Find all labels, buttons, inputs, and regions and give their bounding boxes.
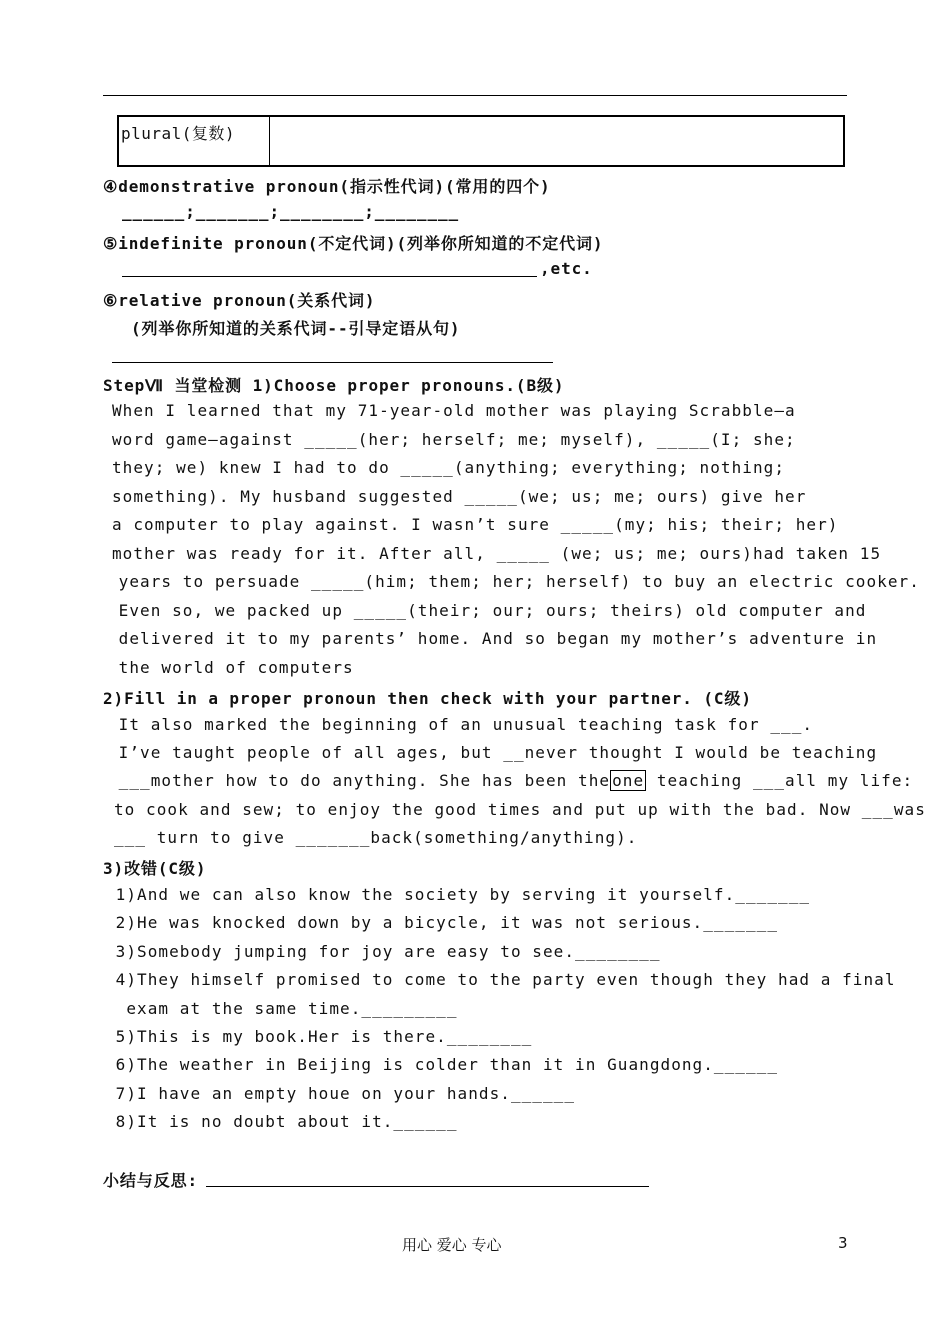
plural-table	[117, 115, 845, 167]
part2-line3-end: teaching ___all my life:	[646, 771, 914, 790]
correction-item: exam at the same time._________	[105, 999, 458, 1018]
passage-line: they; we) knew I had to do _____(anything; everything; nothing;	[112, 458, 786, 477]
header-rule	[103, 95, 847, 96]
correction-item: 5)This is my book.Her is there.________	[105, 1027, 533, 1046]
part2-line: to cook and sew; to enjoy the good times and put up with the bad. Now ___was	[114, 800, 926, 819]
correction-item: 7)I have an empty houe on your hands.______	[105, 1084, 576, 1103]
section6-heading: ⑥relative pronoun(关系代词)	[103, 291, 376, 310]
correction-item: 1)And we can also know the society by serving it yourself._______	[105, 885, 811, 904]
section4-heading: ④demonstrative pronoun(指示性代词)(常用的四个)	[103, 177, 551, 196]
passage-line: Even so, we packed up _____(their; our; ours; theirs) old computer and	[108, 601, 867, 620]
step7-heading: StepⅦ 当堂检测 1)Choose proper pronouns.(B级)	[103, 376, 565, 395]
part2-line: It also marked the beginning of an unusual teaching task for ___.	[108, 715, 814, 734]
section5-answer-blank[interactable]	[122, 276, 537, 277]
passage-line: the world of computers	[108, 658, 354, 677]
table-value-cell[interactable]	[270, 116, 845, 166]
section5-etc: ,etc.	[540, 259, 593, 278]
section5-heading: ⑤indefinite pronoun(不定代词)(列举你所知道的不定代词)	[103, 234, 604, 253]
passage-line: When I learned that my 71-year-old mother was playing Scrabble—a	[112, 401, 796, 420]
correction-item: 2)He was knocked down by a bicycle, it was not serious._______	[105, 913, 779, 932]
correction-item: 8)It is no doubt about it.______	[105, 1112, 458, 1131]
part3-heading: 3)改错(C级)	[103, 859, 207, 878]
passage-line: a computer to play against. I wasn’t sure _____(my; his; their; her)	[112, 515, 839, 534]
passage-line: years to persuade _____(him; them; her; herself) to buy an electric cooker.	[108, 572, 920, 591]
passage-line: mother was ready for it. After all, _____ (we; us; me; ours)had taken 15	[112, 544, 882, 563]
section6-subheading: (列举你所知道的关系代词--引导定语从句)	[131, 319, 461, 338]
summary-label: 小结与反思:	[103, 1171, 199, 1190]
passage-line: delivered it to my parents’ home. And so began my mother’s adventure in	[108, 629, 878, 648]
part2-line: ___ turn to give _______back(something/anything).	[114, 828, 638, 847]
part2-line: I’ve taught people of all ages, but __never thought I would be teaching	[108, 743, 878, 762]
section4-blanks[interactable]: ______;_______;________;________	[122, 202, 460, 221]
correction-item: 6)The weather in Beijing is colder than it in Guangdong.______	[105, 1055, 779, 1074]
boxed-word: one	[612, 771, 645, 790]
correction-item: 3)Somebody jumping for joy are easy to see.________	[105, 942, 661, 961]
table-label-cell: plural(复数)	[118, 116, 270, 166]
correction-item: 4)They himself promised to come to the party even though they had a final	[105, 970, 896, 989]
part2-heading: 2)Fill in a proper pronoun then check with your partner. (C级)	[103, 689, 752, 708]
page-number: 3	[838, 1234, 848, 1252]
part2-line-3	[108, 771, 913, 790]
section6-answer-blank[interactable]	[112, 362, 553, 363]
passage-line: something). My husband suggested _____(we; us; me; ours) give her	[112, 487, 807, 506]
passage-line: word game—against _____(her; herself; me; myself), _____(I; she;	[112, 430, 796, 449]
footer-motto: 用心 爱心 专心	[402, 1236, 502, 1254]
part2-line3-start: ___mother how to do anything. She has been the	[108, 771, 611, 790]
summary-blank[interactable]	[206, 1186, 649, 1187]
